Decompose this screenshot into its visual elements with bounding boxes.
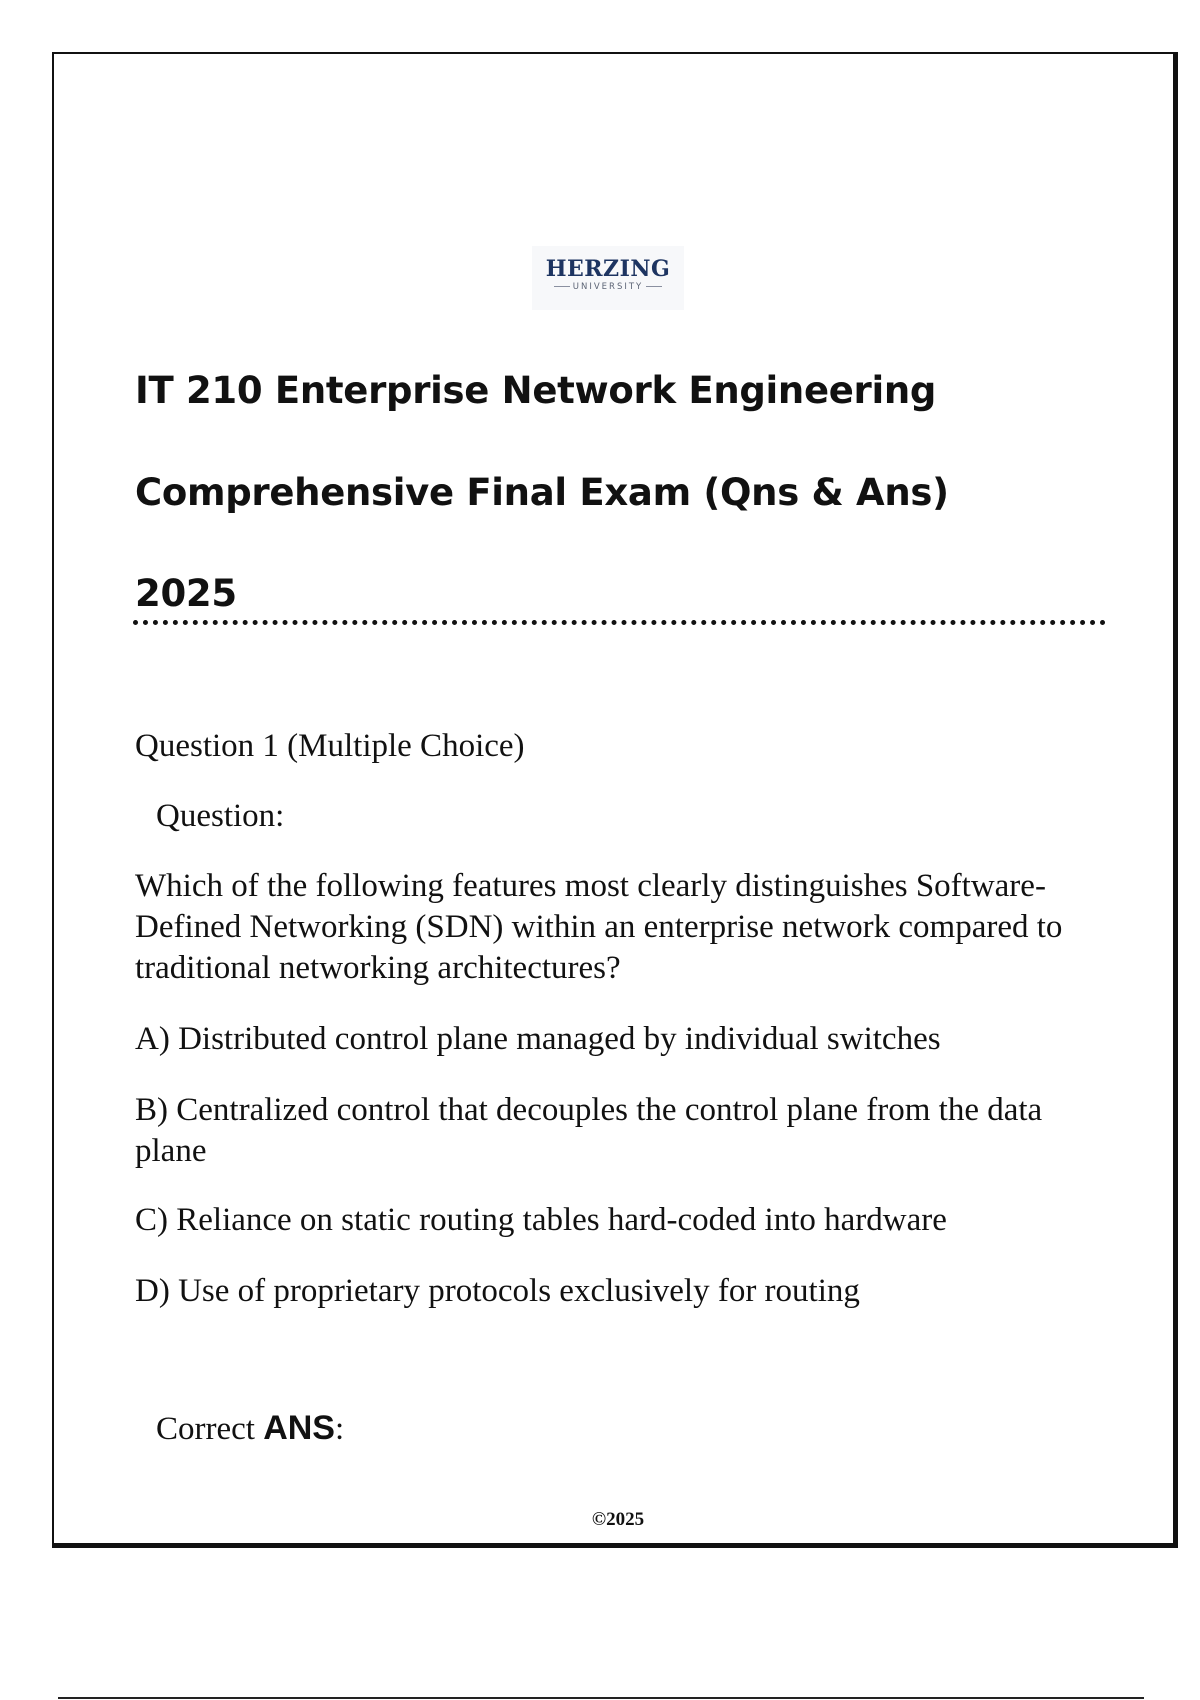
- option-d: D) Use of proprietary protocols exclusively for routing: [135, 1273, 860, 1309]
- document-title-year: 2025: [135, 572, 237, 615]
- option-b: B) Centralized control that decouples the control plane from the data plane: [135, 1092, 1043, 1169]
- bottom-rule: [58, 1697, 1144, 1699]
- document-title-line-1: IT 210 Enterprise Network Engineering: [135, 369, 937, 412]
- question-heading: Question 1 (Multiple Choice): [135, 728, 525, 764]
- option-a: A) Distributed control plane managed by individual switches: [135, 1021, 941, 1057]
- answer-label: ANS: [263, 1409, 335, 1447]
- herzing-university-logo: [532, 246, 684, 310]
- logo-name: HERZING: [545, 256, 671, 282]
- dotted-divider: [133, 620, 1106, 625]
- correct-answer-line: [156, 1409, 344, 1448]
- document-title-line-2: Comprehensive Final Exam (Qns & Ans): [135, 471, 949, 514]
- answer-suffix: :: [335, 1411, 345, 1447]
- logo-subtitle: UNIVERSITY: [532, 281, 684, 293]
- question-label: Question:: [156, 798, 285, 834]
- question-text: Which of the following features most clearly distinguishes Software-Defined Networking (SDN) within an enterprise network compared to traditional networking architectures?: [135, 868, 1063, 986]
- option-c: C) Reliance on static routing tables hard-coded into hardware: [135, 1202, 947, 1238]
- answer-prefix: Correct: [156, 1411, 264, 1447]
- copyright-footer: ©2025: [591, 1509, 645, 1530]
